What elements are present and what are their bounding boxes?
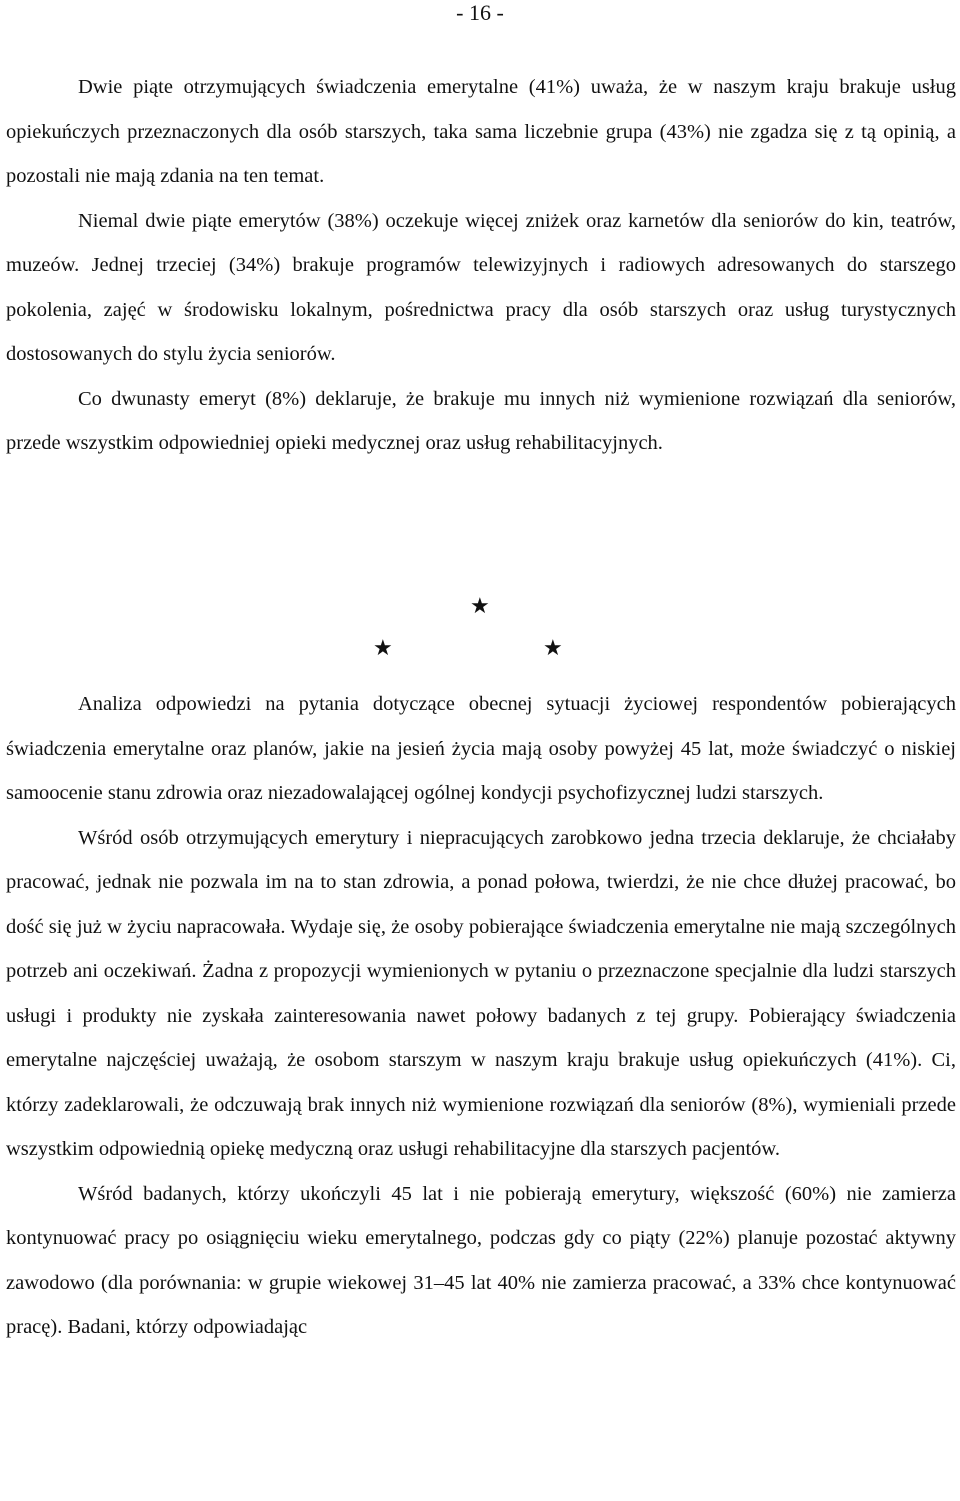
star-icon: ★ [373,636,393,661]
section-2-text [6,682,956,1350]
paragraph-other-solutions: Co dwunasty emeryt (8%) deklaruje, że brakuje mu innych niż wymienione rozwiązań dla seniorów, przede wszystkim odpowiedniej opieki medycznej oraz usług rehabilitacyjnych. [6,387,956,454]
page-number: - 16 - [456,0,504,25]
paragraph-pension-care-services: Dwie piąte otrzymujących świadczenia emerytalne (41%) uważa, że w naszym kraju brakuje usług opiekuńczych przeznaczonych dla osób starszych, taka sama liczebnie grupa (43%) nie zgadza się z tą opinią, a pozostali nie mają zdania na ten temat. [6,76,956,187]
paragraph-discounts-and-programs: Niemal dwie piąte emerytów (38%) oczekuje więcej zniżek oraz karnetów dla seniorów do kin, teatrów, muzeów. Jednej trzeciej (34%) brakuje programów telewizyjnych i radiowych adresowanych do starszego pokolenia, zajęć w środowisku lokalnym, pośrednictwa pracy dla osób starszych oraz usług turystycznych dostosowanych do stylu życia seniorów. [6,209,956,365]
star-icon: ★ [543,636,563,661]
section-1-text [6,65,956,466]
star-icon: ★ [470,594,490,619]
star-separator [0,590,960,670]
paragraph-retirees-work: Wśród osób otrzymujących emerytury i niepracujących zarobkowo jedna trzecia deklaruje, że chciałaby pracować, jednak nie pozwala im na to stan zdrowia, a ponad połowa, twierdzi, że nie chce dłużej pracować, bo dość się już w życiu napracowała. Wydaje się, że osoby pobierające świadczenia emerytalne nie mają szczególnych potrzeb ani oczekiwań. Żadna z propozycji wymienionych w pytaniu o przeznaczone specjalnie dla ludzi starszych usługi i produkty nie zyskała zainteresowania nawet połowy badanych z tej grupy. Pobierający świadczenia emerytalne najczęściej uważają, że osobom starszym w naszym kraju brakuje usług opiekuńczych (41%). Ci, którzy zadeklarowali, że odczuwają brak innych niż wymienione rozwiązań dla seniorów (8%), wymieniali przede wszystkim odpowiednią opiekę medyczną oraz usługi rehabilitacyjne dla starszych pacjentów. [6,826,956,1160]
paragraph-over-45-plans: Wśród badanych, którzy ukończyli 45 lat i nie pobierają emerytury, większość (60%) nie zamierza kontynuować pracy po osiągnięciu wieku emerytalnego, podczas gdy co piąty (22%) planuje pozostać aktywny zawodowo (dla porównania: w grupie wiekowej 31–45 lat 40% nie zamierza pracować, a 33% chce kontynuować pracę). Badani, którzy odpowiadając [6,1182,956,1338]
paragraph-analysis-summary: Analiza odpowiedzi na pytania dotyczące obecnej sytuacji życiowej respondentów pobierających świadczenia emerytalne oraz planów, jakie na jesień życia mają osoby powyżej 45 lat, może świadczyć o niskiej samoocenie stanu zdrowia oraz niezadowalającej ogólnej kondycji psychofizycznej ludzi starszych. [6,693,956,804]
